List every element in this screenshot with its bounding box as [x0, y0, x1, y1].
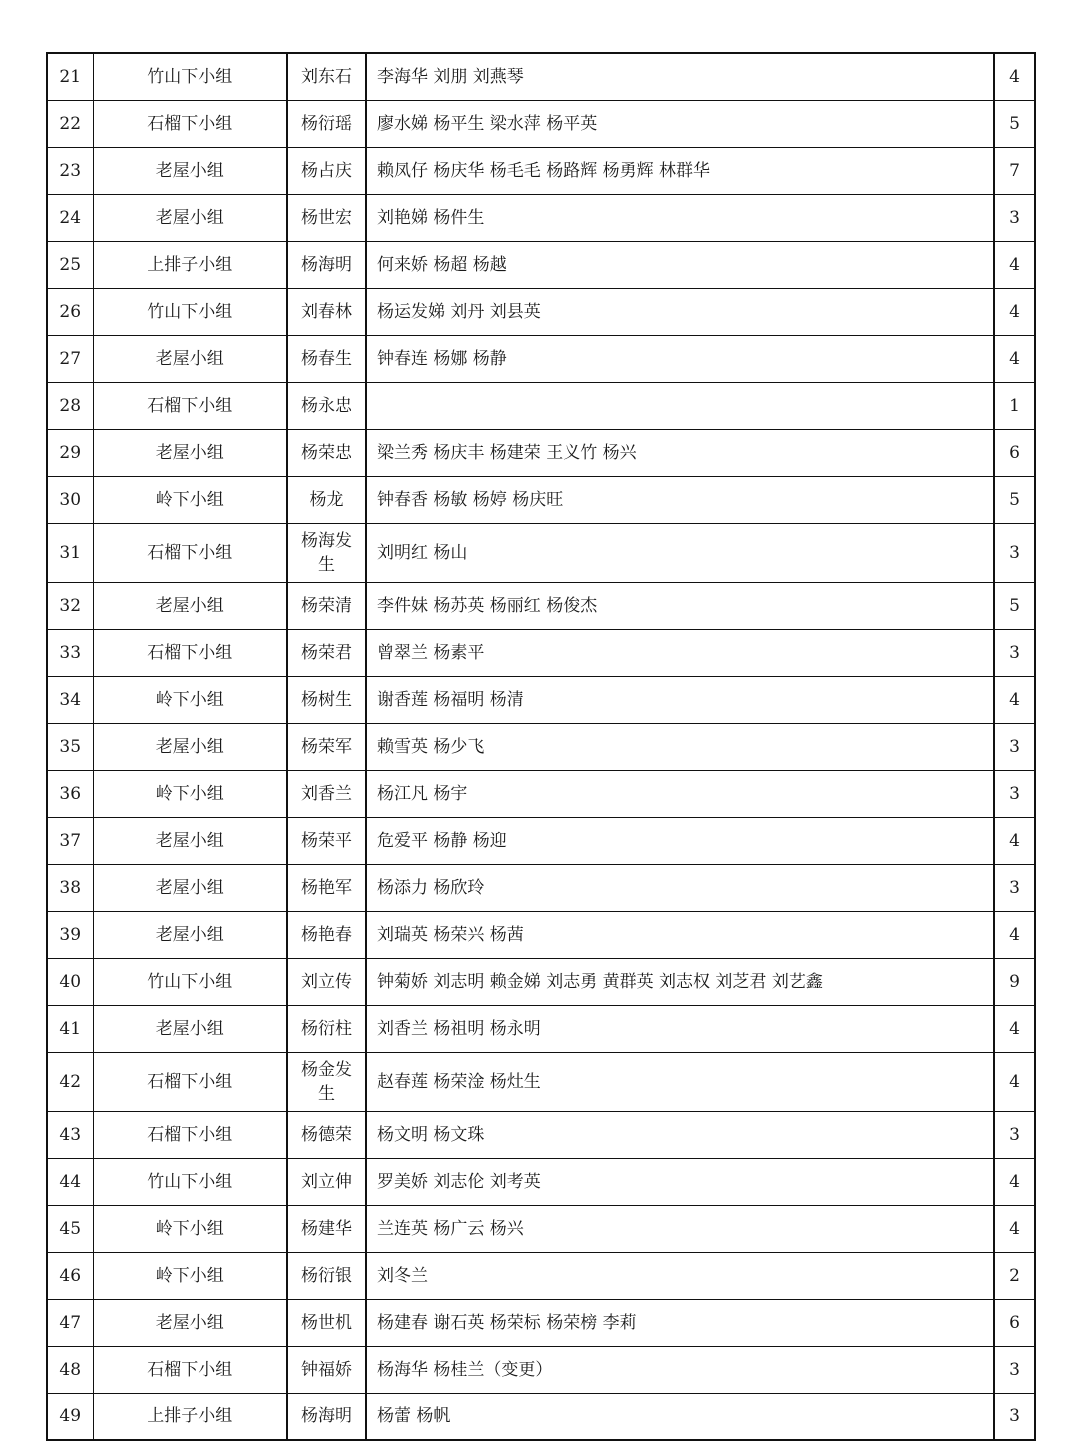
- group-name: 竹山下小组: [93, 1158, 287, 1205]
- household-head: 刘香兰: [287, 770, 366, 817]
- member-count: 4: [994, 817, 1035, 864]
- member-count: 7: [994, 147, 1035, 194]
- household-head: 杨世机: [287, 1299, 366, 1346]
- row-number: 32: [47, 582, 93, 629]
- household-head: 杨衍银: [287, 1252, 366, 1299]
- table-row: [47, 476, 1035, 523]
- household-head: 刘立伸: [287, 1158, 366, 1205]
- row-number: 36: [47, 770, 93, 817]
- member-count: 4: [994, 288, 1035, 335]
- household-members: 杨添力 杨欣玲: [366, 864, 994, 911]
- row-number: 35: [47, 723, 93, 770]
- member-count: 9: [994, 958, 1035, 1005]
- group-name: 老屋小组: [93, 817, 287, 864]
- household-head: 杨建华: [287, 1205, 366, 1252]
- table-row: [47, 1111, 1035, 1158]
- table-row: [47, 1299, 1035, 1346]
- household-members: 杨文明 杨文珠: [366, 1111, 994, 1158]
- member-count: 4: [994, 1158, 1035, 1205]
- member-count: 3: [994, 770, 1035, 817]
- member-count: 5: [994, 100, 1035, 147]
- group-name: 石榴下小组: [93, 100, 287, 147]
- table-row: [47, 288, 1035, 335]
- member-count: 5: [994, 582, 1035, 629]
- member-count: 4: [994, 911, 1035, 958]
- household-head: 刘立传: [287, 958, 366, 1005]
- member-count: 4: [994, 335, 1035, 382]
- member-count: 1: [994, 382, 1035, 429]
- household-members: 曾翠兰 杨素平: [366, 629, 994, 676]
- table-row: [47, 1052, 1035, 1111]
- household-head: 杨荣忠: [287, 429, 366, 476]
- household-members: 罗美娇 刘志伦 刘考英: [366, 1158, 994, 1205]
- member-count: 5: [994, 476, 1035, 523]
- row-number: 24: [47, 194, 93, 241]
- household-members: 赵春莲 杨荣淦 杨灶生: [366, 1052, 994, 1111]
- member-count: 3: [994, 1393, 1035, 1440]
- household-head: 杨德荣: [287, 1111, 366, 1158]
- member-count: 4: [994, 53, 1035, 100]
- table-row: [47, 817, 1035, 864]
- household-head: 刘东石: [287, 53, 366, 100]
- member-count: 4: [994, 676, 1035, 723]
- group-name: 老屋小组: [93, 1005, 287, 1052]
- member-count: 4: [994, 241, 1035, 288]
- household-head: 杨世宏: [287, 194, 366, 241]
- group-name: 石榴下小组: [93, 523, 287, 582]
- group-name: 竹山下小组: [93, 958, 287, 1005]
- member-count: 6: [994, 1299, 1035, 1346]
- household-head: 杨海发生: [287, 523, 366, 582]
- group-name: 老屋小组: [93, 911, 287, 958]
- group-name: 石榴下小组: [93, 629, 287, 676]
- member-count: 2: [994, 1252, 1035, 1299]
- table-row: [47, 100, 1035, 147]
- table-row: [47, 523, 1035, 582]
- group-name: 岭下小组: [93, 1205, 287, 1252]
- household-members: 李件妹 杨苏英 杨丽红 杨俊杰: [366, 582, 994, 629]
- household-members: 杨建春 谢石英 杨荣标 杨荣榜 李莉: [366, 1299, 994, 1346]
- table-row: [47, 147, 1035, 194]
- table-row: [47, 194, 1035, 241]
- group-name: 老屋小组: [93, 723, 287, 770]
- table-row: [47, 770, 1035, 817]
- member-count: 4: [994, 1205, 1035, 1252]
- member-count: 3: [994, 864, 1035, 911]
- group-name: 石榴下小组: [93, 1111, 287, 1158]
- table-row: [47, 1205, 1035, 1252]
- household-head: 杨龙: [287, 476, 366, 523]
- household-members: 钟菊娇 刘志明 赖金娣 刘志勇 黄群英 刘志权 刘芝君 刘艺鑫: [366, 958, 994, 1005]
- table-row: [47, 1393, 1035, 1440]
- table-row: [47, 1005, 1035, 1052]
- row-number: 26: [47, 288, 93, 335]
- member-count: 4: [994, 1052, 1035, 1111]
- group-name: 老屋小组: [93, 147, 287, 194]
- member-count: 3: [994, 723, 1035, 770]
- group-name: 岭下小组: [93, 676, 287, 723]
- household-members: 赖凤仔 杨庆华 杨毛毛 杨路辉 杨勇辉 林群华: [366, 147, 994, 194]
- table-row: [47, 382, 1035, 429]
- group-name: 老屋小组: [93, 582, 287, 629]
- row-number: 29: [47, 429, 93, 476]
- row-number: 33: [47, 629, 93, 676]
- row-number: 38: [47, 864, 93, 911]
- household-members: 刘艳娣 杨件生: [366, 194, 994, 241]
- member-count: 6: [994, 429, 1035, 476]
- household-members: 刘香兰 杨祖明 杨永明: [366, 1005, 994, 1052]
- household-members: 杨蕾 杨帆: [366, 1393, 994, 1440]
- row-number: 41: [47, 1005, 93, 1052]
- household-members: 谢香莲 杨福明 杨清: [366, 676, 994, 723]
- table-row: [47, 723, 1035, 770]
- household-members: 杨江凡 杨宇: [366, 770, 994, 817]
- household-members: 钟春香 杨敏 杨婷 杨庆旺: [366, 476, 994, 523]
- household-members: 杨运发娣 刘丹 刘县英: [366, 288, 994, 335]
- household-head: 刘春林: [287, 288, 366, 335]
- household-head: 杨树生: [287, 676, 366, 723]
- group-name: 岭下小组: [93, 770, 287, 817]
- household-members: 刘冬兰: [366, 1252, 994, 1299]
- group-name: 上排子小组: [93, 1393, 287, 1440]
- row-number: 43: [47, 1111, 93, 1158]
- table-row: [47, 429, 1035, 476]
- row-number: 44: [47, 1158, 93, 1205]
- household-members: 李海华 刘朋 刘燕琴: [366, 53, 994, 100]
- row-number: 22: [47, 100, 93, 147]
- table-row: [47, 911, 1035, 958]
- table-row: [47, 1252, 1035, 1299]
- table-row: [47, 864, 1035, 911]
- member-count: 3: [994, 194, 1035, 241]
- household-head: 杨荣平: [287, 817, 366, 864]
- household-members: 刘瑞英 杨荣兴 杨茜: [366, 911, 994, 958]
- table-row: [47, 629, 1035, 676]
- member-count: 3: [994, 523, 1035, 582]
- row-number: 21: [47, 53, 93, 100]
- group-name: 石榴下小组: [93, 382, 287, 429]
- household-members: 杨海华 杨桂兰（变更）: [366, 1346, 994, 1393]
- household-head: 杨衍柱: [287, 1005, 366, 1052]
- row-number: 28: [47, 382, 93, 429]
- table-row: [47, 53, 1035, 100]
- group-name: 岭下小组: [93, 476, 287, 523]
- household-head: 杨占庆: [287, 147, 366, 194]
- group-name: 竹山下小组: [93, 288, 287, 335]
- table-row: [47, 335, 1035, 382]
- household-head: 杨衍瑶: [287, 100, 366, 147]
- group-name: 岭下小组: [93, 1252, 287, 1299]
- household-members: [366, 382, 994, 429]
- group-name: 老屋小组: [93, 194, 287, 241]
- member-count: 3: [994, 629, 1035, 676]
- household-members: 廖水娣 杨平生 梁水萍 杨平英: [366, 100, 994, 147]
- table-row: [47, 241, 1035, 288]
- group-name: 老屋小组: [93, 1299, 287, 1346]
- household-members: 危爱平 杨静 杨迎: [366, 817, 994, 864]
- table-row: [47, 1346, 1035, 1393]
- household-head: 杨艳春: [287, 911, 366, 958]
- household-table: [46, 52, 1036, 1441]
- row-number: 46: [47, 1252, 93, 1299]
- group-name: 石榴下小组: [93, 1346, 287, 1393]
- group-name: 老屋小组: [93, 335, 287, 382]
- household-head: 杨海明: [287, 1393, 366, 1440]
- row-number: 30: [47, 476, 93, 523]
- household-members: 梁兰秀 杨庆丰 杨建荣 王义竹 杨兴: [366, 429, 994, 476]
- row-number: 37: [47, 817, 93, 864]
- table-row: [47, 958, 1035, 1005]
- household-head: 杨春生: [287, 335, 366, 382]
- row-number: 45: [47, 1205, 93, 1252]
- row-number: 27: [47, 335, 93, 382]
- household-head: 杨艳军: [287, 864, 366, 911]
- group-name: 竹山下小组: [93, 53, 287, 100]
- row-number: 48: [47, 1346, 93, 1393]
- household-members: 何来娇 杨超 杨越: [366, 241, 994, 288]
- row-number: 34: [47, 676, 93, 723]
- member-count: 4: [994, 1005, 1035, 1052]
- household-head: 杨荣军: [287, 723, 366, 770]
- group-name: 老屋小组: [93, 864, 287, 911]
- row-number: 25: [47, 241, 93, 288]
- household-head: 杨金发生: [287, 1052, 366, 1111]
- row-number: 39: [47, 911, 93, 958]
- row-number: 23: [47, 147, 93, 194]
- member-count: 3: [994, 1111, 1035, 1158]
- group-name: 石榴下小组: [93, 1052, 287, 1111]
- household-head: 杨海明: [287, 241, 366, 288]
- table-row: [47, 676, 1035, 723]
- household-head: 杨荣君: [287, 629, 366, 676]
- household-head: 杨永忠: [287, 382, 366, 429]
- row-number: 42: [47, 1052, 93, 1111]
- table-row: [47, 1158, 1035, 1205]
- household-members: 赖雪英 杨少飞: [366, 723, 994, 770]
- household-members: 刘明红 杨山: [366, 523, 994, 582]
- row-number: 31: [47, 523, 93, 582]
- row-number: 47: [47, 1299, 93, 1346]
- row-number: 40: [47, 958, 93, 1005]
- household-members: 钟春连 杨娜 杨静: [366, 335, 994, 382]
- member-count: 3: [994, 1346, 1035, 1393]
- household-members: 兰连英 杨广云 杨兴: [366, 1205, 994, 1252]
- household-head: 钟福娇: [287, 1346, 366, 1393]
- row-number: 49: [47, 1393, 93, 1440]
- group-name: 老屋小组: [93, 429, 287, 476]
- household-head: 杨荣清: [287, 582, 366, 629]
- group-name: 上排子小组: [93, 241, 287, 288]
- table-row: [47, 582, 1035, 629]
